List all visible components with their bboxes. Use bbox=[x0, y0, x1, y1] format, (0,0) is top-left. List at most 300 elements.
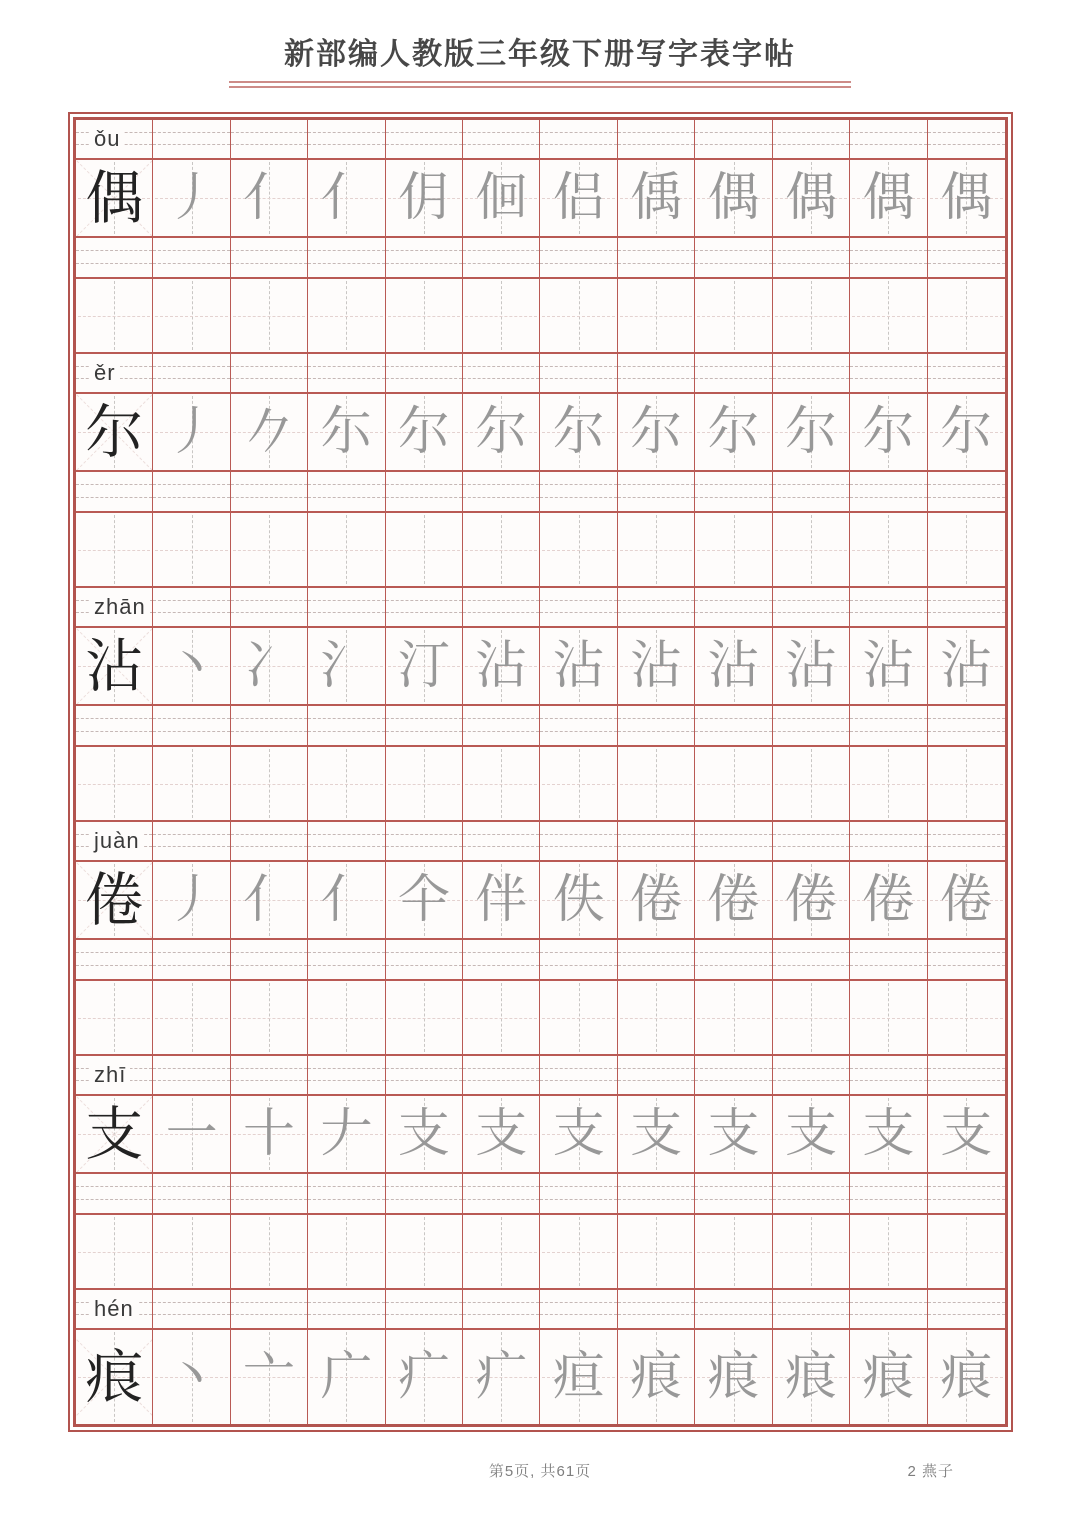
trace-cell bbox=[928, 1330, 1005, 1424]
trace-character: 支 bbox=[552, 1104, 605, 1164]
pinyin-practice-cell bbox=[928, 472, 1005, 511]
trace-cell bbox=[773, 628, 850, 704]
trace-character: 𠂇 bbox=[320, 1104, 373, 1164]
trace-character: 疸 bbox=[552, 1347, 605, 1407]
character-practice-cell bbox=[153, 279, 230, 352]
pinyin-row bbox=[76, 120, 1005, 160]
main-character: 尔 bbox=[85, 398, 144, 466]
trace-character: 疒 bbox=[397, 1347, 450, 1407]
trace-character: 支 bbox=[862, 1104, 915, 1164]
page-number: 第5页, 共61页 bbox=[488, 1463, 592, 1480]
trace-cell bbox=[618, 394, 695, 470]
pinyin-empty-cell bbox=[695, 822, 772, 860]
pinyin-practice-cell bbox=[308, 1174, 385, 1213]
pinyin-practice-cell bbox=[540, 238, 617, 277]
character-practice-cell bbox=[463, 279, 540, 352]
character-practice-cell bbox=[308, 981, 385, 1054]
trace-cell bbox=[308, 1096, 385, 1172]
trace-character: 尔 bbox=[552, 402, 605, 462]
pinyin-practice-cell bbox=[928, 706, 1005, 745]
pinyin-empty-cell bbox=[850, 120, 927, 158]
trace-cell bbox=[153, 394, 230, 470]
pinyin-empty-cell bbox=[386, 588, 463, 626]
character-practice-cell bbox=[773, 1215, 850, 1288]
trace-character: 尔 bbox=[630, 402, 683, 462]
pinyin-label: juàn bbox=[90, 826, 144, 856]
pinyin-practice-cell bbox=[231, 472, 308, 511]
pinyin-empty-cell bbox=[928, 588, 1005, 626]
trace-character: 亠 bbox=[243, 1347, 296, 1407]
page-title: 新部编人教版三年级下册写字表字帖 bbox=[284, 38, 796, 71]
pinyin-empty-cell bbox=[386, 1290, 463, 1328]
trace-cell bbox=[695, 862, 772, 938]
pinyin-empty-cell bbox=[850, 354, 927, 392]
character-practice-cell bbox=[386, 513, 463, 586]
trace-character: 沾 bbox=[940, 636, 993, 696]
character-practice-cell bbox=[928, 513, 1005, 586]
character-practice-cell bbox=[308, 747, 385, 820]
trace-character: 痕 bbox=[940, 1347, 993, 1407]
trace-character: 氵 bbox=[320, 636, 373, 696]
trace-cell bbox=[695, 628, 772, 704]
trace-character: 沾 bbox=[630, 636, 683, 696]
trace-character: 尔 bbox=[475, 402, 528, 462]
pinyin-practice-cell bbox=[463, 1174, 540, 1213]
trace-cell bbox=[850, 160, 927, 236]
trace-cell bbox=[540, 1330, 617, 1424]
pinyin-label: hén bbox=[90, 1294, 138, 1324]
trace-cell bbox=[850, 394, 927, 470]
pinyin-label: zhī bbox=[90, 1060, 130, 1090]
pinyin-practice-cell bbox=[308, 706, 385, 745]
character-block bbox=[76, 1290, 1005, 1424]
pinyin-empty-cell bbox=[928, 822, 1005, 860]
character-practice-cell bbox=[386, 1215, 463, 1288]
pinyin-empty-cell bbox=[463, 120, 540, 158]
character-practice-cell bbox=[773, 981, 850, 1054]
character-practice-cell bbox=[695, 513, 772, 586]
trace-character: 仐 bbox=[397, 870, 450, 930]
trace-character: 仴 bbox=[397, 168, 450, 228]
character-practice-cell bbox=[231, 747, 308, 820]
trace-cell bbox=[153, 862, 230, 938]
trace-character: 丶 bbox=[165, 636, 218, 696]
character-practice-row bbox=[76, 981, 1005, 1056]
character-row bbox=[76, 1330, 1005, 1424]
trace-character: 偶 bbox=[784, 168, 837, 228]
pinyin-empty-cell bbox=[618, 354, 695, 392]
pinyin-practice-cell bbox=[928, 238, 1005, 277]
trace-character: 偶 bbox=[862, 168, 915, 228]
trace-cell bbox=[928, 1096, 1005, 1172]
pinyin-empty-cell bbox=[153, 120, 230, 158]
character-practice-cell bbox=[540, 279, 617, 352]
character-practice-cell bbox=[618, 747, 695, 820]
pinyin-cell bbox=[76, 354, 153, 392]
pinyin-practice-cell bbox=[76, 1174, 153, 1213]
pinyin-empty-cell bbox=[540, 822, 617, 860]
pinyin-practice-cell bbox=[308, 238, 385, 277]
pinyin-row bbox=[76, 354, 1005, 394]
pinyin-empty-cell bbox=[386, 354, 463, 392]
character-practice-cell bbox=[153, 981, 230, 1054]
pinyin-practice-cell bbox=[618, 940, 695, 979]
pinyin-empty-cell bbox=[773, 1290, 850, 1328]
trace-character: 疒 bbox=[475, 1347, 528, 1407]
pinyin-practice-cell bbox=[463, 472, 540, 511]
character-practice-cell bbox=[773, 279, 850, 352]
trace-cell bbox=[386, 862, 463, 938]
character-practice-cell bbox=[618, 1215, 695, 1288]
main-character-cell bbox=[76, 394, 153, 470]
trace-character: 亻 bbox=[243, 168, 296, 228]
trace-character: 丿 bbox=[165, 168, 218, 228]
character-practice-cell bbox=[308, 1215, 385, 1288]
character-block bbox=[76, 120, 1005, 354]
pinyin-empty-cell bbox=[928, 120, 1005, 158]
trace-cell bbox=[153, 1096, 230, 1172]
trace-character: 支 bbox=[940, 1104, 993, 1164]
pinyin-empty-cell bbox=[308, 354, 385, 392]
trace-character: 支 bbox=[784, 1104, 837, 1164]
trace-character: 倦 bbox=[940, 870, 993, 930]
pinyin-empty-cell bbox=[153, 354, 230, 392]
character-practice-cell bbox=[308, 513, 385, 586]
character-practice-cell bbox=[928, 981, 1005, 1054]
pinyin-empty-cell bbox=[463, 822, 540, 860]
pinyin-practice-cell bbox=[618, 706, 695, 745]
pinyin-practice-cell bbox=[773, 706, 850, 745]
character-practice-cell bbox=[618, 513, 695, 586]
pinyin-empty-cell bbox=[153, 1056, 230, 1094]
pinyin-practice-cell bbox=[850, 940, 927, 979]
trace-character: 倦 bbox=[707, 870, 760, 930]
character-practice-cell bbox=[618, 279, 695, 352]
trace-character: 倦 bbox=[784, 870, 837, 930]
main-character-cell bbox=[76, 1096, 153, 1172]
pinyin-empty-cell bbox=[153, 822, 230, 860]
character-practice-cell bbox=[695, 981, 772, 1054]
character-practice-cell bbox=[386, 981, 463, 1054]
trace-cell bbox=[153, 160, 230, 236]
pinyin-practice-cell bbox=[308, 940, 385, 979]
pinyin-empty-cell bbox=[618, 588, 695, 626]
character-practice-cell bbox=[463, 981, 540, 1054]
character-practice-cell bbox=[231, 513, 308, 586]
trace-cell bbox=[928, 862, 1005, 938]
character-practice-cell bbox=[540, 981, 617, 1054]
pinyin-empty-cell bbox=[231, 588, 308, 626]
trace-cell bbox=[231, 160, 308, 236]
pinyin-practice-cell bbox=[76, 472, 153, 511]
trace-character: 偊 bbox=[630, 168, 683, 228]
trace-cell bbox=[308, 1330, 385, 1424]
trace-character: 十 bbox=[243, 1104, 296, 1164]
trace-character: 沾 bbox=[862, 636, 915, 696]
main-character-cell bbox=[76, 628, 153, 704]
character-practice-cell bbox=[540, 513, 617, 586]
trace-cell bbox=[695, 1330, 772, 1424]
character-practice-row bbox=[76, 747, 1005, 822]
trace-character: 尔 bbox=[397, 402, 450, 462]
trace-cell bbox=[540, 160, 617, 236]
lesson-label: 2 燕子 bbox=[907, 1463, 954, 1480]
page-header bbox=[0, 0, 1080, 88]
pinyin-empty-cell bbox=[308, 1056, 385, 1094]
main-character-cell bbox=[76, 862, 153, 938]
pinyin-cell bbox=[76, 822, 153, 860]
trace-character: 沾 bbox=[475, 636, 528, 696]
pinyin-empty-cell bbox=[773, 1056, 850, 1094]
pinyin-empty-cell bbox=[308, 588, 385, 626]
pinyin-empty-cell bbox=[928, 354, 1005, 392]
trace-character: 汀 bbox=[397, 636, 450, 696]
trace-cell bbox=[231, 862, 308, 938]
trace-character: 亻 bbox=[320, 870, 373, 930]
pinyin-practice-cell bbox=[850, 472, 927, 511]
character-row bbox=[76, 628, 1005, 706]
pinyin-cell bbox=[76, 1056, 153, 1094]
trace-cell bbox=[231, 1096, 308, 1172]
trace-cell bbox=[618, 1330, 695, 1424]
trace-cell bbox=[618, 628, 695, 704]
pinyin-empty-cell bbox=[231, 1290, 308, 1328]
pinyin-empty-cell bbox=[463, 1056, 540, 1094]
trace-character: 亻 bbox=[243, 870, 296, 930]
pinyin-empty-cell bbox=[695, 1056, 772, 1094]
pinyin-practice-cell bbox=[231, 238, 308, 277]
character-practice-cell bbox=[76, 1215, 153, 1288]
character-practice-row bbox=[76, 279, 1005, 354]
trace-character: 尔 bbox=[862, 402, 915, 462]
pinyin-empty-cell bbox=[231, 1056, 308, 1094]
trace-character: 痕 bbox=[630, 1347, 683, 1407]
trace-character: 沾 bbox=[707, 636, 760, 696]
pinyin-empty-cell bbox=[695, 120, 772, 158]
pinyin-practice-cell bbox=[618, 472, 695, 511]
pinyin-practice-cell bbox=[231, 1174, 308, 1213]
pinyin-empty-cell bbox=[850, 822, 927, 860]
pinyin-empty-cell bbox=[773, 822, 850, 860]
pinyin-practice-cell bbox=[153, 940, 230, 979]
trace-cell bbox=[773, 862, 850, 938]
trace-cell bbox=[308, 628, 385, 704]
title-divider bbox=[229, 81, 851, 88]
character-practice-cell bbox=[463, 1215, 540, 1288]
trace-cell bbox=[231, 394, 308, 470]
pinyin-empty-cell bbox=[308, 1290, 385, 1328]
character-practice-cell bbox=[76, 513, 153, 586]
trace-character: 支 bbox=[630, 1104, 683, 1164]
pinyin-practice-cell bbox=[386, 238, 463, 277]
character-block bbox=[76, 822, 1005, 1056]
trace-character: 侣 bbox=[552, 168, 605, 228]
trace-cell bbox=[540, 394, 617, 470]
trace-cell bbox=[618, 862, 695, 938]
trace-cell bbox=[540, 862, 617, 938]
pinyin-practice-cell bbox=[76, 940, 153, 979]
pinyin-label: zhān bbox=[90, 592, 150, 622]
character-practice-cell bbox=[928, 1215, 1005, 1288]
trace-character: 丶 bbox=[165, 1347, 218, 1407]
pinyin-practice-cell bbox=[386, 706, 463, 745]
copybook-grid-inner bbox=[73, 117, 1008, 1427]
pinyin-empty-cell bbox=[463, 1290, 540, 1328]
pinyin-empty-cell bbox=[386, 120, 463, 158]
trace-character: 佪 bbox=[475, 168, 528, 228]
pinyin-practice-cell bbox=[540, 706, 617, 745]
pinyin-empty-cell bbox=[850, 1290, 927, 1328]
pinyin-cell bbox=[76, 1290, 153, 1328]
pinyin-practice-cell bbox=[850, 238, 927, 277]
pinyin-empty-cell bbox=[540, 588, 617, 626]
trace-character: 痕 bbox=[784, 1347, 837, 1407]
trace-cell bbox=[463, 628, 540, 704]
pinyin-practice-cell bbox=[695, 238, 772, 277]
pinyin-empty-cell bbox=[308, 120, 385, 158]
pinyin-practice-cell bbox=[540, 940, 617, 979]
pinyin-empty-cell bbox=[386, 1056, 463, 1094]
pinyin-practice-cell bbox=[386, 1174, 463, 1213]
trace-character: 丿 bbox=[165, 870, 218, 930]
pinyin-practice-cell bbox=[463, 706, 540, 745]
trace-character: 支 bbox=[707, 1104, 760, 1164]
trace-cell bbox=[695, 160, 772, 236]
trace-character: 佚 bbox=[552, 870, 605, 930]
character-practice-cell bbox=[850, 1215, 927, 1288]
pinyin-practice-cell bbox=[928, 1174, 1005, 1213]
trace-character: 痕 bbox=[862, 1347, 915, 1407]
pinyin-cell bbox=[76, 588, 153, 626]
trace-character: 沾 bbox=[784, 636, 837, 696]
character-practice-cell bbox=[695, 279, 772, 352]
trace-cell bbox=[773, 1330, 850, 1424]
pinyin-practice-cell bbox=[773, 1174, 850, 1213]
character-practice-cell bbox=[773, 513, 850, 586]
pinyin-empty-cell bbox=[618, 822, 695, 860]
trace-character: 伴 bbox=[475, 870, 528, 930]
character-block bbox=[76, 354, 1005, 588]
pinyin-practice-cell bbox=[231, 940, 308, 979]
character-practice-cell bbox=[153, 747, 230, 820]
trace-character: 支 bbox=[475, 1104, 528, 1164]
character-practice-cell bbox=[76, 279, 153, 352]
pinyin-empty-cell bbox=[618, 1290, 695, 1328]
character-practice-cell bbox=[76, 981, 153, 1054]
character-practice-cell bbox=[618, 981, 695, 1054]
character-practice-cell bbox=[773, 747, 850, 820]
character-practice-cell bbox=[850, 747, 927, 820]
pinyin-practice-cell bbox=[231, 706, 308, 745]
pinyin-practice-cell bbox=[773, 940, 850, 979]
trace-cell bbox=[618, 160, 695, 236]
pinyin-empty-cell bbox=[308, 822, 385, 860]
trace-cell bbox=[463, 1330, 540, 1424]
trace-character: 倦 bbox=[630, 870, 683, 930]
pinyin-practice-row bbox=[76, 238, 1005, 279]
trace-cell bbox=[463, 160, 540, 236]
character-practice-cell bbox=[695, 747, 772, 820]
main-character: 痕 bbox=[85, 1343, 144, 1411]
pinyin-practice-cell bbox=[386, 940, 463, 979]
pinyin-empty-cell bbox=[231, 822, 308, 860]
pinyin-label: ěr bbox=[90, 358, 120, 388]
trace-character: 亻 bbox=[320, 168, 373, 228]
pinyin-empty-cell bbox=[695, 588, 772, 626]
pinyin-practice-cell bbox=[153, 706, 230, 745]
pinyin-row bbox=[76, 588, 1005, 628]
pinyin-empty-cell bbox=[153, 1290, 230, 1328]
trace-cell bbox=[463, 1096, 540, 1172]
trace-character: 𠂊 bbox=[243, 402, 296, 462]
pinyin-empty-cell bbox=[618, 120, 695, 158]
pinyin-empty-cell bbox=[463, 588, 540, 626]
character-practice-cell bbox=[540, 747, 617, 820]
trace-cell bbox=[231, 628, 308, 704]
character-practice-cell bbox=[76, 747, 153, 820]
character-practice-cell bbox=[928, 747, 1005, 820]
character-practice-cell bbox=[386, 279, 463, 352]
pinyin-empty-cell bbox=[231, 120, 308, 158]
character-practice-cell bbox=[386, 747, 463, 820]
trace-character: 尓 bbox=[320, 402, 373, 462]
trace-cell bbox=[308, 394, 385, 470]
pinyin-label: ǒu bbox=[90, 124, 124, 154]
trace-character: 冫 bbox=[243, 636, 296, 696]
trace-cell bbox=[540, 628, 617, 704]
pinyin-empty-cell bbox=[540, 354, 617, 392]
pinyin-practice-cell bbox=[153, 238, 230, 277]
main-character-cell bbox=[76, 1330, 153, 1424]
character-practice-cell bbox=[540, 1215, 617, 1288]
main-character: 偶 bbox=[85, 164, 144, 232]
trace-cell bbox=[386, 1096, 463, 1172]
pinyin-practice-cell bbox=[695, 940, 772, 979]
pinyin-row bbox=[76, 1290, 1005, 1330]
pinyin-empty-cell bbox=[386, 822, 463, 860]
pinyin-practice-cell bbox=[695, 1174, 772, 1213]
trace-character: 丿 bbox=[165, 402, 218, 462]
trace-cell bbox=[850, 1096, 927, 1172]
character-row bbox=[76, 862, 1005, 940]
trace-cell bbox=[695, 1096, 772, 1172]
trace-cell bbox=[540, 1096, 617, 1172]
pinyin-practice-cell bbox=[463, 940, 540, 979]
pinyin-empty-cell bbox=[695, 354, 772, 392]
trace-cell bbox=[850, 862, 927, 938]
character-row bbox=[76, 160, 1005, 238]
trace-character: 沾 bbox=[552, 636, 605, 696]
trace-cell bbox=[773, 394, 850, 470]
pinyin-practice-cell bbox=[76, 706, 153, 745]
trace-cell bbox=[618, 1096, 695, 1172]
pinyin-empty-cell bbox=[540, 1290, 617, 1328]
pinyin-practice-cell bbox=[928, 940, 1005, 979]
pinyin-practice-cell bbox=[618, 1174, 695, 1213]
trace-cell bbox=[773, 160, 850, 236]
trace-cell bbox=[850, 628, 927, 704]
pinyin-practice-row bbox=[76, 706, 1005, 747]
trace-cell bbox=[231, 1330, 308, 1424]
trace-character: 尔 bbox=[784, 402, 837, 462]
pinyin-practice-cell bbox=[153, 472, 230, 511]
character-practice-cell bbox=[153, 513, 230, 586]
pinyin-practice-cell bbox=[618, 238, 695, 277]
pinyin-empty-cell bbox=[773, 120, 850, 158]
pinyin-empty-cell bbox=[540, 1056, 617, 1094]
trace-cell bbox=[153, 1330, 230, 1424]
pinyin-empty-cell bbox=[695, 1290, 772, 1328]
